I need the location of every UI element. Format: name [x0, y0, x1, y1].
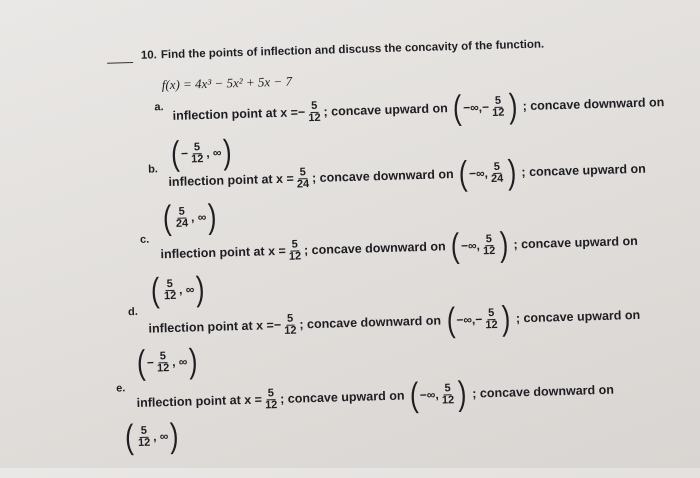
option-prefix: inflection point at x = — [148, 318, 275, 336]
interval-1 — [451, 87, 519, 128]
interval-right: , ∞ — [171, 354, 188, 370]
denominator: 12 — [492, 106, 505, 119]
option-b-line — [168, 152, 646, 199]
question-prompt: Find the points of inflection and discuss the concavity of the function. — [160, 38, 545, 62]
open-paren: ( — [170, 134, 181, 173]
denominator: 12 — [137, 436, 151, 449]
open-paren: ( — [409, 376, 419, 415]
close-paren: ) — [499, 225, 509, 264]
numerator: 5 — [299, 165, 306, 178]
interval-fraction — [491, 95, 506, 118]
close-paren: ) — [222, 133, 232, 172]
open-paren: ( — [162, 198, 172, 238]
open-paren: ( — [445, 301, 456, 340]
interval-fraction — [484, 307, 499, 330]
x-sign: − — [273, 317, 282, 333]
numerator: 5 — [485, 232, 493, 245]
option-prefix: inflection point at x = — [168, 171, 294, 190]
option-label: a. — [154, 101, 164, 114]
close-paren: ) — [195, 270, 205, 309]
interval-right: , ∞ — [206, 145, 222, 160]
interval-sign: − — [481, 100, 490, 115]
denominator: 12 — [288, 249, 302, 263]
numerator: 5 — [140, 424, 148, 437]
interval-sign: − — [180, 146, 189, 161]
interval-fraction — [163, 278, 178, 301]
interval-1 — [445, 299, 513, 340]
open-paren: ( — [458, 154, 469, 193]
close-paren: ) — [188, 342, 198, 381]
open-paren: ( — [150, 271, 160, 310]
close-paren: ) — [457, 374, 468, 414]
question-number: 10. — [140, 49, 158, 62]
option-mid-text: ; concave upward on — [279, 388, 405, 407]
close-paren: ) — [507, 153, 517, 192]
close-paren: ) — [169, 416, 179, 456]
open-paren: ( — [450, 226, 461, 266]
open-paren: ( — [452, 88, 463, 128]
numerator: 5 — [166, 277, 173, 290]
numerator: 5 — [286, 312, 294, 325]
interval-fraction — [190, 142, 205, 165]
interval-right: , ∞ — [152, 429, 169, 444]
option-mid-text: ; concave downward on — [303, 239, 446, 258]
option-mid-text: ; concave downward on — [311, 167, 454, 186]
option-d-interval-2 — [135, 344, 199, 380]
answer-blank — [107, 62, 133, 64]
option-prefix: inflection point at x = — [172, 105, 299, 123]
numerator: 5 — [193, 140, 201, 153]
x-fraction — [264, 388, 279, 411]
function-expression: f(x) = 4x³ − 5x² + 5x − 7 — [161, 73, 293, 93]
option-label: d. — [127, 305, 139, 319]
interval-fraction — [174, 206, 189, 229]
option-label: b. — [147, 163, 159, 176]
option-mid-text-2: ; concave upward on — [513, 233, 638, 252]
numerator: 5 — [159, 349, 167, 362]
option-mid-text: ; concave upward on — [323, 101, 448, 119]
option-mid-text-2: ; concave downward on — [472, 382, 615, 401]
denominator: 12 — [163, 289, 177, 302]
x-fraction — [307, 100, 322, 123]
numerator: 5 — [444, 381, 451, 394]
option-label: e. — [116, 382, 126, 395]
close-paren: ) — [501, 299, 511, 338]
option-e-interval-2 — [123, 416, 180, 457]
interval-left: −∞, — [460, 238, 481, 253]
x-sign: − — [297, 105, 306, 120]
option-a-line — [172, 85, 665, 133]
denominator: 12 — [191, 152, 204, 165]
option-c-line — [160, 224, 638, 271]
interval-left: −∞, — [419, 387, 439, 403]
numerator: 5 — [493, 160, 501, 173]
denominator: 24 — [490, 172, 504, 185]
numerator: 5 — [267, 386, 275, 399]
interval-fraction — [490, 161, 505, 184]
numerator: 5 — [494, 94, 502, 107]
close-paren: ) — [508, 87, 518, 126]
denominator: 12 — [284, 324, 297, 337]
option-b-interval-2 — [161, 197, 218, 238]
option-prefix: inflection point at x = — [160, 243, 286, 262]
option-e-line — [136, 373, 614, 420]
interval-left: −∞, — [462, 100, 483, 115]
option-label: c. — [139, 233, 150, 246]
option-mid-text-2: ; concave upward on — [521, 161, 646, 180]
denominator: 24 — [175, 217, 189, 230]
interval-fraction — [440, 383, 455, 406]
numerator: 5 — [291, 237, 298, 251]
denominator: 12 — [264, 398, 278, 411]
open-paren: ( — [124, 418, 135, 457]
numerator: 5 — [310, 99, 318, 112]
numerator: 5 — [488, 306, 495, 319]
interval-1 — [449, 225, 510, 266]
numerator: 5 — [178, 205, 185, 218]
option-prefix: inflection point at x = — [136, 392, 263, 411]
option-d-line — [148, 298, 641, 346]
denominator: 12 — [482, 244, 496, 257]
option-mid-text: ; concave downward on — [299, 313, 442, 332]
x-fraction — [287, 239, 302, 262]
interval-fraction — [156, 351, 171, 374]
interval-sign: − — [475, 312, 483, 327]
interval-1 — [408, 374, 469, 415]
close-paren: ) — [207, 197, 217, 236]
denominator: 12 — [308, 111, 321, 124]
interval-fraction — [482, 233, 497, 256]
interval-left: −∞, — [456, 312, 476, 328]
interval-1 — [457, 155, 518, 191]
interval-right: , ∞ — [190, 210, 207, 225]
interval-right: , ∞ — [178, 282, 195, 297]
open-paren: ( — [136, 343, 146, 382]
interval-sign: − — [146, 355, 155, 370]
option-c-interval-2 — [149, 272, 206, 308]
option-mid-text-2: ; concave upward on — [515, 307, 641, 326]
interval-fraction — [137, 425, 152, 448]
interval-left: −∞, — [468, 166, 489, 181]
denominator: 24 — [296, 177, 310, 190]
x-fraction — [283, 313, 298, 336]
option-mid-text-2: ; concave downward on — [522, 95, 665, 114]
denominator: 12 — [156, 361, 170, 374]
x-fraction — [295, 167, 310, 190]
denominator: 12 — [485, 318, 498, 331]
denominator: 12 — [441, 393, 455, 406]
